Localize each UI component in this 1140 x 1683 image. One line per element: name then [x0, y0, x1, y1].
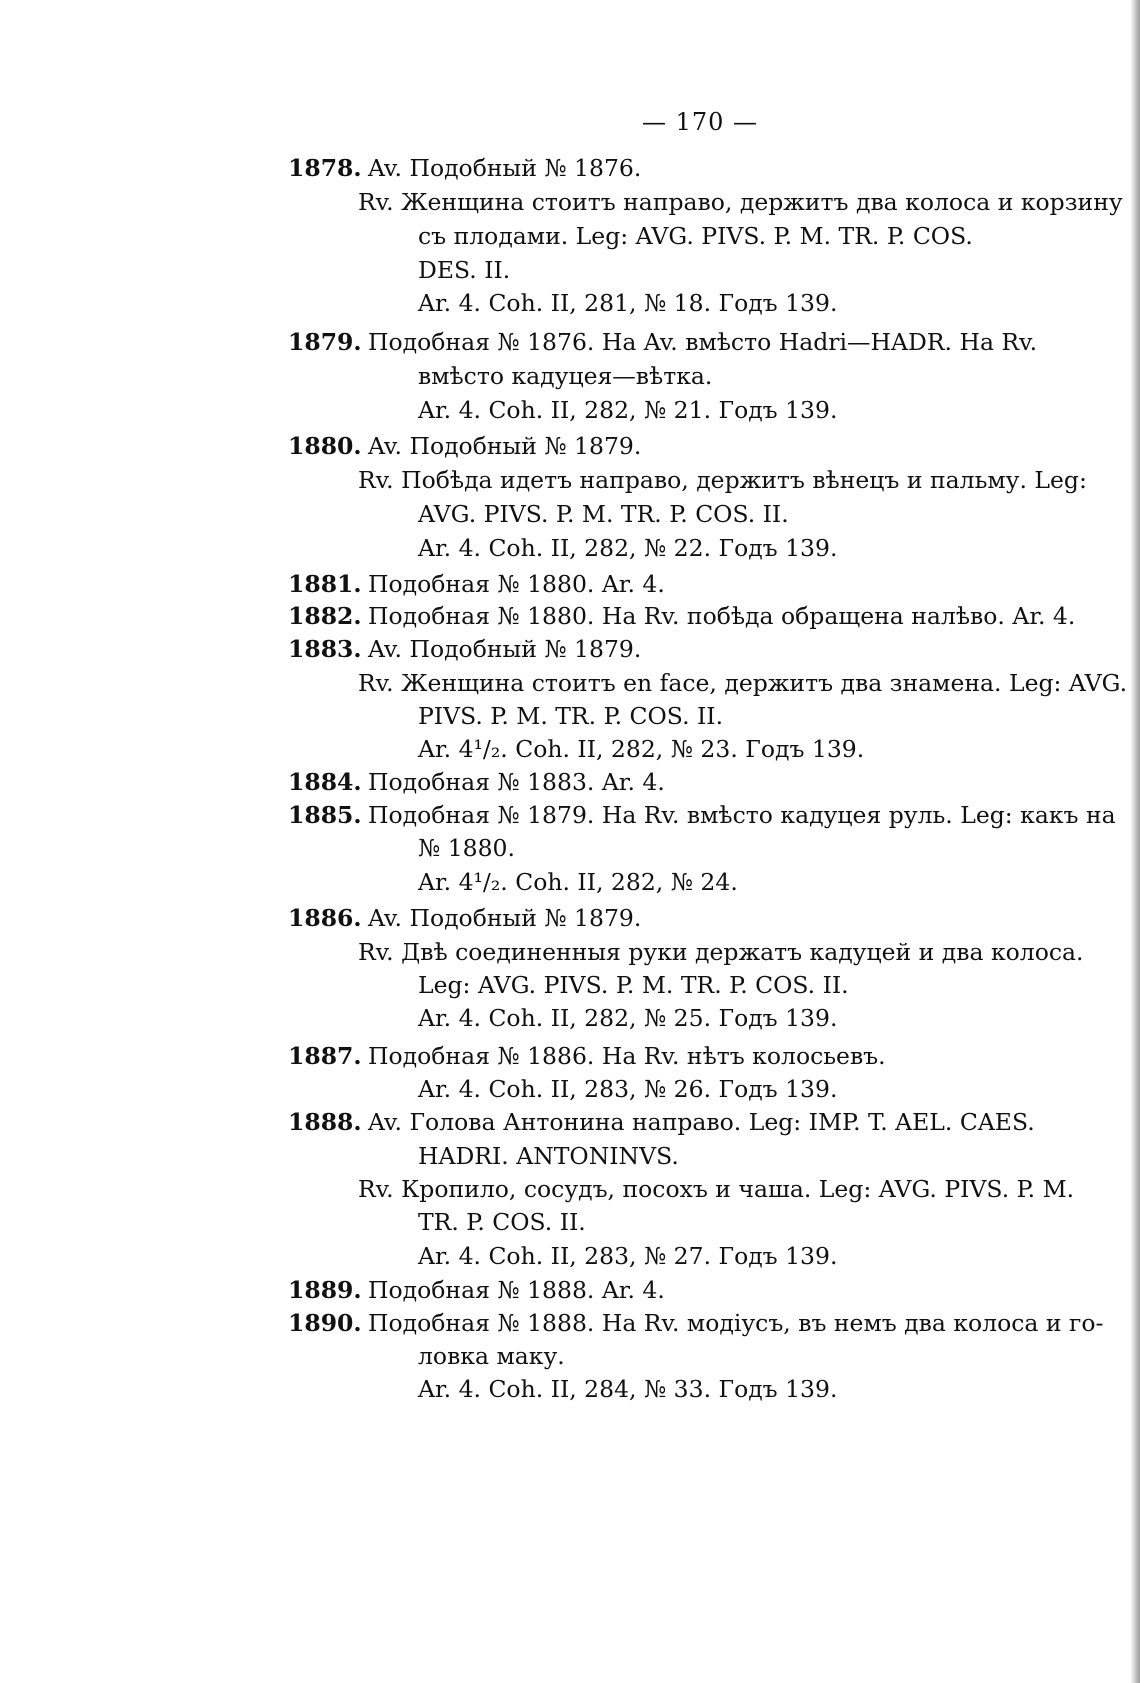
entry-line: Подобная № 1876. На Av. вмѣсто Hadri—HADR. На Rv.	[368, 328, 1038, 356]
entry-number: 1883.	[288, 635, 362, 663]
entry-number: 1889.	[288, 1276, 362, 1304]
entry-line: Rv. Женщина стоитъ en face, держитъ два знамена. Leg: AVG.	[358, 669, 1128, 697]
entry-line: Подобная № 1879. На Rv. вмѣсто кадуцея руль. Leg: какъ на	[368, 801, 1116, 829]
entry-line: AVG. PIVS. P. M. TR. P. COS. II.	[418, 500, 789, 528]
entry-line: Подобная № 1888. На Rv. модіусъ, въ немъ два колоса и го-	[368, 1309, 1104, 1337]
entry-line: Ar. 4. Coh. II, 283, № 26. Годъ 139.	[418, 1075, 838, 1103]
entry-number: 1887.	[288, 1042, 362, 1070]
entry-line: Ar. 4. Coh. II, 282, № 21. Годъ 139.	[418, 396, 838, 424]
entry-line: Av. Подобный № 1879.	[368, 635, 642, 663]
entry-number: 1884.	[288, 768, 362, 796]
entry-number: 1880.	[288, 432, 362, 460]
entry-line: № 1880.	[418, 834, 515, 862]
entry-line: Ar. 4¹/₂. Coh. II, 282, № 23. Годъ 139.	[418, 735, 865, 763]
entry-line: Подобная № 1880. Ar. 4.	[368, 570, 665, 598]
entry-number: 1879.	[288, 328, 362, 356]
entry-line: съ плодами. Leg: AVG. PIVS. P. M. TR. P. COS.	[418, 222, 973, 250]
entry-line: Подобная № 1880. На Rv. побѣда обращена налѣво. Ar. 4.	[368, 602, 1076, 630]
entry-line: Ar. 4. Coh. II, 282, № 25. Годъ 139.	[418, 1004, 838, 1032]
entry-line: Av. Голова Антонина направо. Leg: IMP. T. AEL. CAES.	[368, 1108, 1035, 1136]
entry-line: ловка маку.	[418, 1342, 565, 1370]
entry-line: Leg: AVG. PIVS. P. M. TR. P. COS. II.	[418, 971, 849, 999]
page-number: — 170 —	[641, 108, 759, 136]
entry-line: Подобная № 1888. Ar. 4.	[368, 1276, 665, 1304]
entry-line: PIVS. P. M. TR. P. COS. II.	[418, 702, 724, 730]
entry-line: вмѣсто кадуцея—вѣтка.	[418, 362, 713, 390]
entry-line: Ar. 4¹/₂. Coh. II, 282, № 24.	[418, 868, 738, 896]
entry-number: 1888.	[288, 1108, 362, 1136]
entry-line: Ar. 4. Coh. II, 281, № 18. Годъ 139.	[418, 289, 838, 317]
entry-line: Rv. Побѣда идетъ направо, держитъ вѣнецъ и пальму. Leg:	[358, 466, 1087, 494]
entry-line: Rv. Кропило, сосудъ, посохъ и чаша. Leg: AVG. PIVS. P. M.	[358, 1175, 1075, 1203]
entry-line: TR. P. COS. II.	[418, 1208, 586, 1236]
entry-line: DES. II.	[418, 256, 511, 284]
entry-line: Ar. 4. Coh. II, 284, № 33. Годъ 139.	[418, 1375, 838, 1403]
entry-line: Ar. 4. Coh. II, 282, № 22. Годъ 139.	[418, 534, 838, 562]
entry-line: Av. Подобный № 1876.	[368, 154, 642, 182]
entry-line: Подобная № 1886. На Rv. нѣтъ колосьевъ.	[368, 1042, 886, 1070]
entry-number: 1881.	[288, 570, 362, 598]
entry-line: Rv. Женщина стоитъ направо, держитъ два колоса и корзину	[358, 188, 1123, 216]
page-edge-shadow	[1130, 0, 1140, 1683]
entry-line: Av. Подобный № 1879.	[368, 904, 642, 932]
entry-number: 1886.	[288, 904, 362, 932]
entry-line: Av. Подобный № 1879.	[368, 432, 642, 460]
entry-number: 1882.	[288, 602, 362, 630]
entry-line: Подобная № 1883. Ar. 4.	[368, 768, 665, 796]
entry-number: 1885.	[288, 801, 362, 829]
entry-number: 1878.	[288, 154, 362, 182]
entry-line: HADRI. ANTONINVS.	[418, 1142, 679, 1170]
entry-number: 1890.	[288, 1309, 362, 1337]
entry-line: Ar. 4. Coh. II, 283, № 27. Годъ 139.	[418, 1242, 838, 1270]
entry-line: Rv. Двѣ соединенныя руки держатъ кадуцей и два колоса.	[358, 938, 1084, 966]
